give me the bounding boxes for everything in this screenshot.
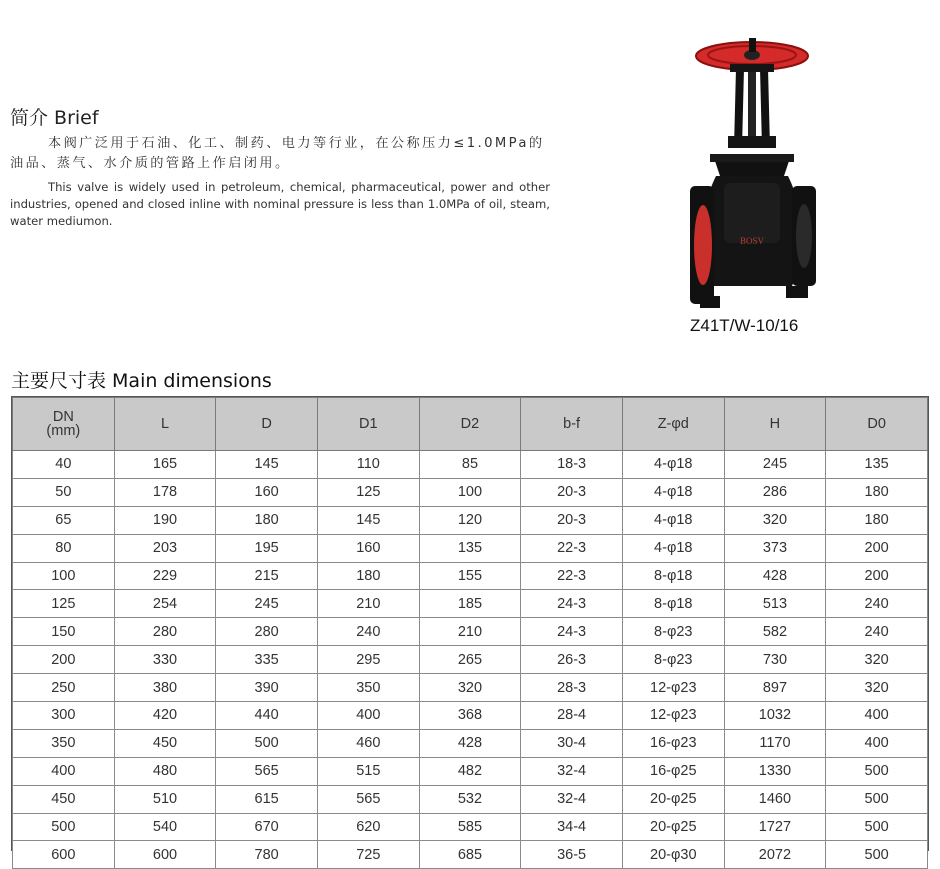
table-cell: 30-4 bbox=[521, 729, 623, 757]
table-cell: 585 bbox=[419, 813, 521, 841]
table-cell: 320 bbox=[826, 646, 928, 674]
table-cell: 229 bbox=[114, 562, 216, 590]
table-cell: 26-3 bbox=[521, 646, 623, 674]
table-cell: 300 bbox=[13, 702, 115, 730]
table-cell: 8-φ23 bbox=[622, 618, 724, 646]
table-cell: 440 bbox=[216, 702, 318, 730]
table-cell: 16-φ25 bbox=[622, 757, 724, 785]
table-row bbox=[13, 590, 928, 618]
table-cell: 12-φ23 bbox=[622, 702, 724, 730]
gate-valve-image bbox=[684, 38, 824, 313]
table-cell: 450 bbox=[13, 785, 115, 813]
table-cell: 540 bbox=[114, 813, 216, 841]
table-cell: 22-3 bbox=[521, 562, 623, 590]
table-cell: 500 bbox=[826, 785, 928, 813]
table-cell: 16-φ23 bbox=[622, 729, 724, 757]
brief-title: 简介 Brief bbox=[10, 107, 99, 129]
product-model: Z41T/W-10/16 bbox=[690, 316, 799, 335]
table-cell: 34-4 bbox=[521, 813, 623, 841]
table-cell: 135 bbox=[419, 534, 521, 562]
table-cell: 215 bbox=[216, 562, 318, 590]
table-row bbox=[13, 534, 928, 562]
table-row bbox=[13, 618, 928, 646]
table-cell: 200 bbox=[13, 646, 115, 674]
table-cell: 8-φ18 bbox=[622, 590, 724, 618]
table-cell: 28-3 bbox=[521, 674, 623, 702]
table-row bbox=[13, 451, 928, 479]
table-cell: 513 bbox=[724, 590, 826, 618]
table-cell: 320 bbox=[724, 506, 826, 534]
table-cell: 28-4 bbox=[521, 702, 623, 730]
table-cell: 620 bbox=[317, 813, 419, 841]
table-cell: 1170 bbox=[724, 729, 826, 757]
table-cell: 185 bbox=[419, 590, 521, 618]
table-cell: 670 bbox=[216, 813, 318, 841]
table-cell: 20-φ25 bbox=[622, 813, 724, 841]
table-cell: 450 bbox=[114, 729, 216, 757]
table-cell: 135 bbox=[826, 451, 928, 479]
table-cell: 515 bbox=[317, 757, 419, 785]
table-cell: 4-φ18 bbox=[622, 506, 724, 534]
table-cell: 725 bbox=[317, 841, 419, 869]
table-cell: 200 bbox=[826, 562, 928, 590]
header-d: D bbox=[216, 398, 318, 451]
table-row bbox=[13, 478, 928, 506]
table-cell: 897 bbox=[724, 674, 826, 702]
table-cell: 565 bbox=[216, 757, 318, 785]
table-header-row bbox=[13, 398, 928, 451]
table-cell: 145 bbox=[216, 451, 318, 479]
table-row bbox=[13, 702, 928, 730]
dimensions-title: 主要尺寸表 Main dimensions bbox=[11, 370, 272, 392]
table-cell: 20-3 bbox=[521, 478, 623, 506]
table-cell: 320 bbox=[419, 674, 521, 702]
table-cell: 240 bbox=[826, 618, 928, 646]
table-cell: 500 bbox=[826, 757, 928, 785]
table-cell: 582 bbox=[724, 618, 826, 646]
table-cell: 1460 bbox=[724, 785, 826, 813]
table-cell: 50 bbox=[13, 478, 115, 506]
table-cell: 65 bbox=[13, 506, 115, 534]
table-cell: 20-φ25 bbox=[622, 785, 724, 813]
table-cell: 480 bbox=[114, 757, 216, 785]
table-cell: 280 bbox=[216, 618, 318, 646]
table-cell: 200 bbox=[826, 534, 928, 562]
table-cell: 180 bbox=[826, 506, 928, 534]
table-cell: 110 bbox=[317, 451, 419, 479]
table-cell: 160 bbox=[317, 534, 419, 562]
table-cell: 500 bbox=[826, 841, 928, 869]
table-row bbox=[13, 813, 928, 841]
table-cell: 335 bbox=[216, 646, 318, 674]
table-cell: 245 bbox=[216, 590, 318, 618]
table-cell: 1330 bbox=[724, 757, 826, 785]
table-cell: 150 bbox=[13, 618, 115, 646]
table-cell: 2072 bbox=[724, 841, 826, 869]
table-cell: 280 bbox=[114, 618, 216, 646]
table-row bbox=[13, 674, 928, 702]
table-cell: 180 bbox=[826, 478, 928, 506]
table-cell: 180 bbox=[317, 562, 419, 590]
table-cell: 615 bbox=[216, 785, 318, 813]
table-cell: 4-φ18 bbox=[622, 478, 724, 506]
table-cell: 373 bbox=[724, 534, 826, 562]
table-cell: 500 bbox=[13, 813, 115, 841]
table-cell: 482 bbox=[419, 757, 521, 785]
table-cell: 8-φ18 bbox=[622, 562, 724, 590]
header-z-phi-d: Z-φd bbox=[622, 398, 724, 451]
table-cell: 510 bbox=[114, 785, 216, 813]
table-cell: 380 bbox=[114, 674, 216, 702]
table-cell: 1727 bbox=[724, 813, 826, 841]
table-cell: 210 bbox=[317, 590, 419, 618]
table-cell: 368 bbox=[419, 702, 521, 730]
table-cell: 240 bbox=[317, 618, 419, 646]
table-cell: 400 bbox=[13, 757, 115, 785]
brief-text-cn: 本阀广泛用于石油、化工、制药、电力等行业，在公称压力≤1.0MPa的油品、蒸气、水介质的管路上作启闭用。 bbox=[10, 136, 545, 171]
table-cell: 685 bbox=[419, 841, 521, 869]
table-cell: 100 bbox=[13, 562, 115, 590]
table-cell: 250 bbox=[13, 674, 115, 702]
table-row bbox=[13, 562, 928, 590]
table-cell: 420 bbox=[114, 702, 216, 730]
table-cell: 165 bbox=[114, 451, 216, 479]
dimensions-table bbox=[11, 396, 929, 863]
table-row bbox=[13, 729, 928, 757]
table-row bbox=[13, 506, 928, 534]
table-cell: 155 bbox=[419, 562, 521, 590]
table-cell: 32-4 bbox=[521, 757, 623, 785]
table-cell: 730 bbox=[724, 646, 826, 674]
table-cell: 178 bbox=[114, 478, 216, 506]
table-cell: 22-3 bbox=[521, 534, 623, 562]
header-d2: D2 bbox=[419, 398, 521, 451]
table-cell: 1032 bbox=[724, 702, 826, 730]
table-cell: 85 bbox=[419, 451, 521, 479]
table-cell: 350 bbox=[317, 674, 419, 702]
table-cell: 500 bbox=[216, 729, 318, 757]
table-cell: 20-3 bbox=[521, 506, 623, 534]
table-row bbox=[13, 757, 928, 785]
table-cell: 254 bbox=[114, 590, 216, 618]
brand-mark: BOSV bbox=[739, 236, 765, 246]
table-cell: 600 bbox=[114, 841, 216, 869]
table-cell: 350 bbox=[13, 729, 115, 757]
table-cell: 40 bbox=[13, 451, 115, 479]
table-cell: 180 bbox=[216, 506, 318, 534]
table-cell: 780 bbox=[216, 841, 318, 869]
header-dn-label: DN bbox=[52, 409, 74, 425]
table-cell: 20-φ30 bbox=[622, 841, 724, 869]
header-dn bbox=[13, 398, 115, 451]
table-cell: 24-3 bbox=[521, 618, 623, 646]
table-cell: 36-5 bbox=[521, 841, 623, 869]
table-cell: 460 bbox=[317, 729, 419, 757]
header-h: H bbox=[724, 398, 826, 451]
table-cell: 320 bbox=[826, 674, 928, 702]
table-cell: 600 bbox=[13, 841, 115, 869]
header-d1: D1 bbox=[317, 398, 419, 451]
table-row bbox=[13, 646, 928, 674]
header-dn-unit: (mm) bbox=[46, 423, 81, 439]
table-cell: 4-φ18 bbox=[622, 534, 724, 562]
table-cell: 330 bbox=[114, 646, 216, 674]
table-cell: 32-4 bbox=[521, 785, 623, 813]
table-cell: 400 bbox=[826, 702, 928, 730]
table-cell: 390 bbox=[216, 674, 318, 702]
header-l: L bbox=[114, 398, 216, 451]
table-cell: 286 bbox=[724, 478, 826, 506]
table-cell: 195 bbox=[216, 534, 318, 562]
table-row bbox=[13, 841, 928, 869]
table-cell: 190 bbox=[114, 506, 216, 534]
table-cell: 160 bbox=[216, 478, 318, 506]
table-cell: 245 bbox=[724, 451, 826, 479]
table-cell: 80 bbox=[13, 534, 115, 562]
table-cell: 428 bbox=[419, 729, 521, 757]
table-cell: 12-φ23 bbox=[622, 674, 724, 702]
table-cell: 565 bbox=[317, 785, 419, 813]
brief-text-en: This valve is widely used in petroleum, chemical, pharmaceutical, power and other industries, opened and closed inline with nominal pressure is less than 1.0MPa of oil, steam, water mediumon. bbox=[10, 180, 550, 228]
table-cell: 428 bbox=[724, 562, 826, 590]
table-cell: 240 bbox=[826, 590, 928, 618]
table-cell: 400 bbox=[826, 729, 928, 757]
table-cell: 145 bbox=[317, 506, 419, 534]
table-cell: 400 bbox=[317, 702, 419, 730]
table-cell: 500 bbox=[826, 813, 928, 841]
table-cell: 4-φ18 bbox=[622, 451, 724, 479]
header-d0: D0 bbox=[826, 398, 928, 451]
table-cell: 8-φ23 bbox=[622, 646, 724, 674]
table-cell: 100 bbox=[419, 478, 521, 506]
header-b-f: b-f bbox=[521, 398, 623, 451]
table-row bbox=[13, 785, 928, 813]
table-cell: 24-3 bbox=[521, 590, 623, 618]
table-cell: 125 bbox=[13, 590, 115, 618]
table-cell: 210 bbox=[419, 618, 521, 646]
table-cell: 265 bbox=[419, 646, 521, 674]
table-cell: 125 bbox=[317, 478, 419, 506]
table-cell: 532 bbox=[419, 785, 521, 813]
table-cell: 203 bbox=[114, 534, 216, 562]
table-cell: 295 bbox=[317, 646, 419, 674]
table-cell: 120 bbox=[419, 506, 521, 534]
table-cell: 18-3 bbox=[521, 451, 623, 479]
